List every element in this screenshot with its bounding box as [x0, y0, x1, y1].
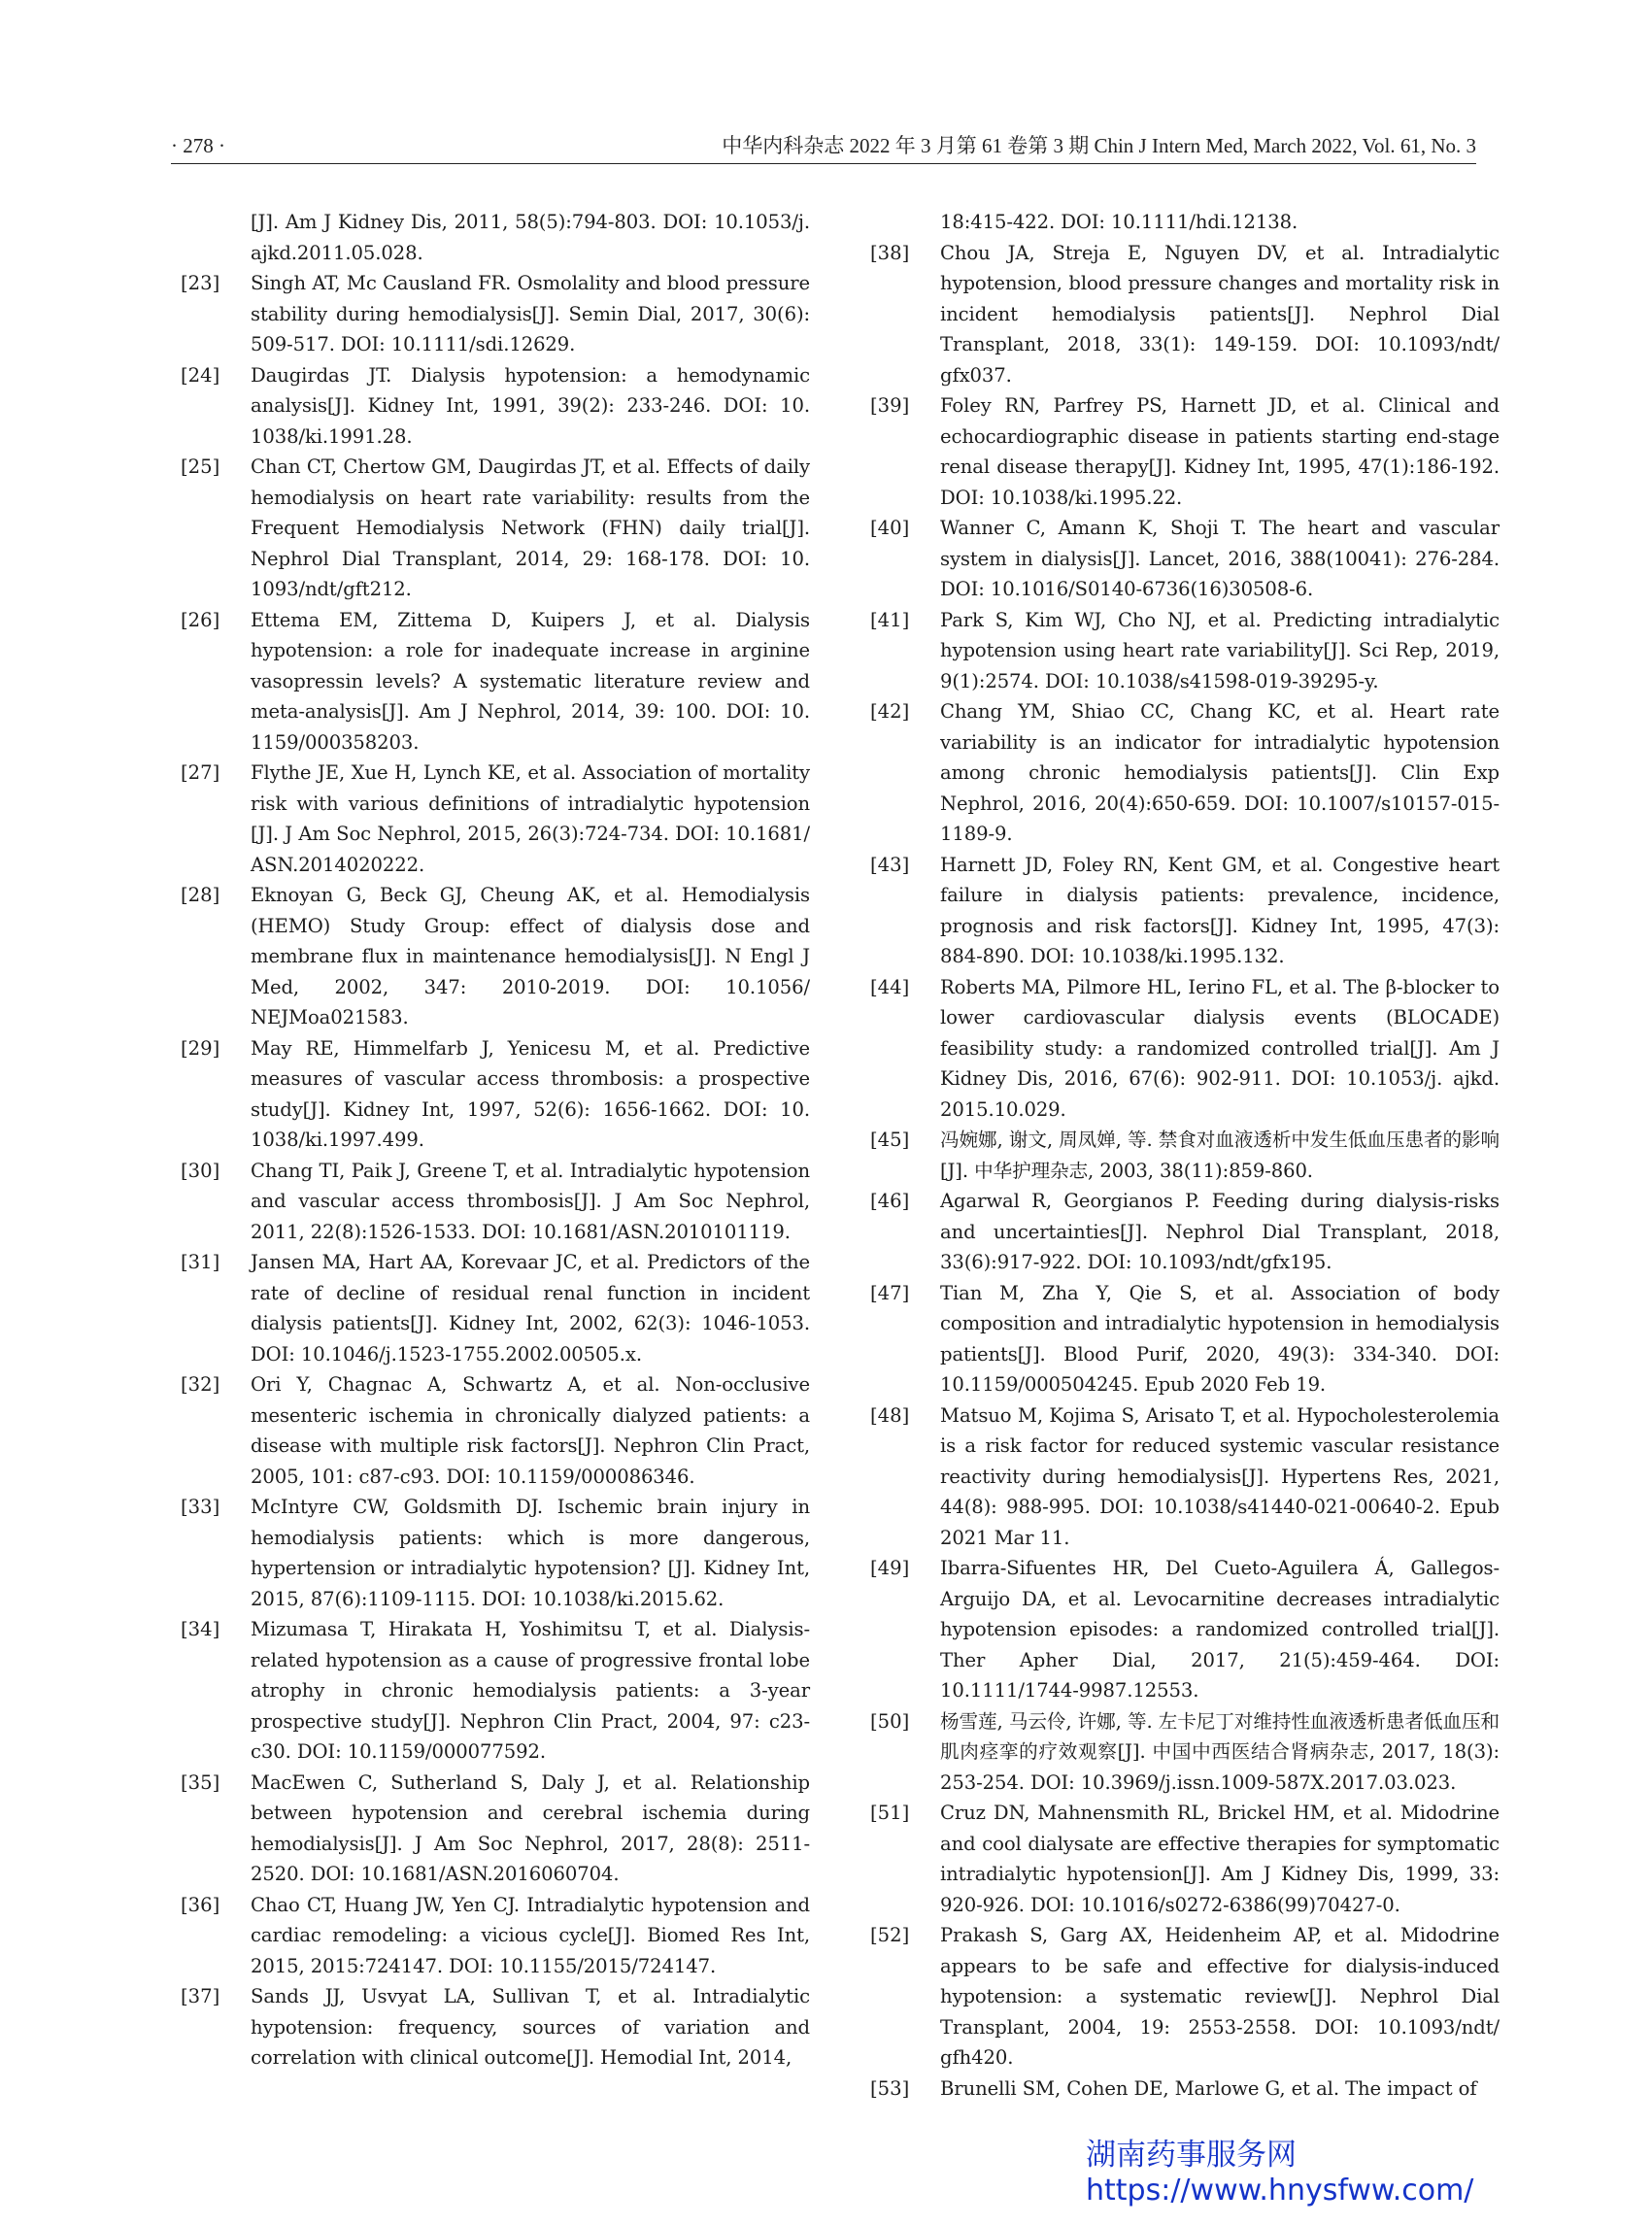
reference-entry — [870, 1706, 1500, 1799]
page-number: · 278 · — [171, 134, 225, 157]
reference-number: [47] — [870, 1281, 910, 1304]
reference-number: [25] — [181, 455, 220, 478]
reference-text: Ori Y, Chagnac A, Schwartz A, et al. Non-occlusive mesenteric ischemia in chronically dialyzed patients: a disease with multiple risk factors[J]. Nephron Clin Pract, 2005, 101: c87-c93. DOI: 10.1159/000086346. — [251, 1373, 810, 1488]
reference-number: [31] — [181, 1251, 220, 1273]
reference-text: Ibarra-Sifuentes HR, Del Cueto-Aguilera Á, Gallegos-Arguijo DA, et al. Levocarnitine decreases intradialytic hypotension episodes: a randomized controlled trial[J]. Ther Apher Dial, 2017, 21(5):459-464. DOI: 10.1111/1744-9987.12553. — [940, 1557, 1500, 1702]
reference-text: Harnett JD, Foley RN, Kent GM, et al. Congestive heart failure in dialysis patients: prevalence, incidence, prognosis and risk factors[J]. Kidney Int, 1995, 47(3): 884-890. DOI: 10.1038/ki.1995.132. — [940, 853, 1500, 967]
reference-entry — [181, 1369, 810, 1492]
reference-text: 杨雪莲, 马云伶, 许娜, 等. 左卡尼丁对维持性血液透析患者低血压和肌肉痉挛的疗效观察[J]. 中国中西医结合肾病杂志, 2017, 18(3): 253-254. DOI: 10.3969/j.issn.1009-587X.2017.03.023. — [940, 1709, 1500, 1794]
reference-column-right — [870, 207, 1500, 2104]
reference-text: McIntyre CW, Goldsmith DJ. Ischemic brain injury in hemodialysis patients: which is more dangerous, hypertension or intradialytic hypotension? [J]. Kidney Int, 2015, 87(6):1109-1115. DOI: 10.1038/ki.2015.62. — [251, 1496, 810, 1610]
reference-entry — [870, 238, 1500, 391]
reference-text: Flythe JE, Xue H, Lynch KE, et al. Association of mortality risk with various definitions of intradialytic hypotension [J]. J Am Soc Nephrol, 2015, 26(3):724-734. DOI: 10.1681/ ASN.2014020222. — [251, 761, 810, 876]
reference-number: [43] — [870, 853, 910, 876]
reference-text: Ettema EM, Zittema D, Kuipers J, et al. Dialysis hypotension: a role for inadequate increase in arginine vasopressin levels? A systematic literature review and meta-analysis[J]. Am J Nephrol, 2014, 39: 100. DOI: 10. 1159/000358203. — [251, 608, 810, 754]
reference-text: Chang TI, Paik J, Greene T, et al. Intradialytic hypotension and vascular access thrombosis[J]. J Am Soc Nephrol, 2011, 22(8):1526-1533. DOI: 10.1681/ASN.2010101119. — [251, 1159, 810, 1243]
reference-entry — [870, 1400, 1500, 1554]
reference-number: [36] — [181, 1893, 220, 1916]
reference-entry — [181, 880, 810, 1033]
reference-entry — [870, 1553, 1500, 1706]
reference-entry — [181, 1492, 810, 1614]
reference-text: Daugirdas JT. Dialysis hypotension: a hemodynamic analysis[J]. Kidney Int, 1991, 39(2): 233-246. DOI: 10. 1038/ki.1991.28. — [251, 363, 810, 448]
reference-text: Matsuo M, Kojima S, Arisato T, et al. Hypocholesterolemia is a risk factor for reduced systemic vascular resistance reactivity during hemodialysis[J]. Hypertens Res, 2021, 44(8): 988-995. DOI: 10.1038/s41440-021-00640-2. Epub 2021 Mar 11. — [940, 1403, 1500, 1549]
reference-number: [24] — [181, 363, 220, 387]
reference-text: Chan CT, Chertow GM, Daugirdas JT, et al. Effects of daily hemodialysis on heart rate variability: results from the Frequent Hemodialysis Network (FHN) daily trial[J]. Nephrol Dial Transplant, 2014, 29: 168-178. DOI: 10. 1093/ndt/gft212. — [251, 455, 810, 600]
reference-text: [J]. Am J Kidney Dis, 2011, 58(5):794-803. DOI: 10.1053/j. ajkd.2011.05.028. — [251, 211, 810, 264]
reference-text: Tian M, Zha Y, Qie S, et al. Association of body composition and intradialytic hypotension in hemodialysis patients[J]. Blood Purif, 2020, 49(3): 334-340. DOI: 10.1159/000504245. Epub 2020 Feb 19. — [940, 1281, 1500, 1396]
reference-number: [51] — [870, 1802, 910, 1824]
reference-number: [44] — [870, 975, 910, 998]
reference-text: Eknoyan G, Beck GJ, Cheung AK, et al. Hemodialysis (HEMO) Study Group: effect of dialysis dose and membrane flux in maintenance hemodialysis[J]. N Engl J Med, 2002, 347: 2010-2019. DOI: 10.1056/ NEJMoa021583. — [251, 884, 810, 1028]
reference-entry — [181, 1247, 810, 1369]
watermark-url[interactable]: https://www.hnysfww.com/ — [1086, 2174, 1474, 2208]
reference-number: [46] — [870, 1190, 910, 1212]
reference-entry — [870, 390, 1500, 513]
reference-text: Singh AT, Mc Causland FR. Osmolality and blood pressure stability during hemodialysis[J]. Semin Dial, 2017, 30(6): 509-517. DOI: 10.1111/sdi.12629. — [251, 272, 810, 355]
reference-text: Foley RN, Parfrey PS, Harnett JD, et al. Clinical and echocardiographic disease in patients starting end-stage renal disease therapy[J]. Kidney Int, 1995, 47(1):186-192. DOI: 10.1038/ki.1995.22. — [940, 394, 1500, 509]
reference-entry — [181, 268, 810, 360]
reference-entry — [870, 1278, 1500, 1400]
reference-number: [29] — [181, 1036, 220, 1060]
reference-text: Cruz DN, Mahnensmith RL, Brickel HM, et al. Midodrine and cool dialysate are effective therapies for symptomatic intradialytic hypotension[J]. Am J Kidney Dis, 1999, 33: 920-926. DOI: 10.1016/s0272-6386(99)70427-0. — [940, 1802, 1500, 1916]
reference-text: Chao CT, Huang JW, Yen CJ. Intradialytic hypotension and cardiac remodeling: a vicious cycle[J]. Biomed Res Int, 2015, 2015:724147. DOI: 10.1155/2015/724147. — [251, 1893, 810, 1977]
reference-number: [30] — [181, 1159, 220, 1182]
site-watermark — [1086, 2137, 1494, 2208]
reference-text: 冯婉娜, 谢文, 周凤婵, 等. 禁食对血液透析中发生低血压患者的影响[J]. 中华护理杂志, 2003, 38(11):859-860. — [940, 1129, 1500, 1182]
journal-citation-line: 中华内科杂志 2022 年 3 月第 61 卷第 3 期 Chin J Intern Med, March 2022, Vol. 61, No. 3 — [722, 134, 1476, 157]
reference-number: [32] — [181, 1373, 220, 1396]
reference-continuation — [870, 207, 1500, 238]
reference-text: MacEwen C, Sutherland S, Daly J, et al. Relationship between hypotension and cerebral ischemia during hemodialysis[J]. J Am Soc Nephrol, 2017, 28(8): 2511-2520. DOI: 10.1681/ASN.2016060704. — [251, 1770, 810, 1885]
reference-entry — [870, 1798, 1500, 1920]
reference-entry — [181, 1890, 810, 1982]
reference-column-left — [181, 207, 810, 2073]
reference-text: Wanner C, Amann K, Shoji T. The heart and vascular system in dialysis[J]. Lancet, 2016, 388(10041): 276-284. DOI: 10.1016/S0140-6736(16)30508-6. — [940, 517, 1500, 600]
reference-number: [45] — [870, 1129, 910, 1151]
reference-text: Chou JA, Streja E, Nguyen DV, et al. Intradialytic hypotension, blood pressure changes and mortality risk in incident hemodialysis patients[J]. Nephrol Dial Transplant, 2018, 33(1): 149-159. DOI: 10.1093/ndt/ gfx037. — [940, 241, 1500, 387]
reference-number: [35] — [181, 1770, 220, 1794]
reference-entry — [181, 452, 810, 605]
reference-number: [34] — [181, 1618, 220, 1640]
reference-text: Sands JJ, Usvyat LA, Sullivan T, et al. Intradialytic hypotension: frequency, sources of variation and correlation with clinical outcome[J]. Hemodial Int, 2014, — [251, 1985, 810, 2069]
reference-number: [33] — [181, 1496, 220, 1518]
running-header — [171, 134, 1476, 164]
reference-number: [28] — [181, 884, 220, 906]
reference-entry — [181, 1156, 810, 1248]
reference-entry — [181, 1033, 810, 1156]
reference-text: Prakash S, Garg AX, Heidenheim AP, et al. Midodrine appears to be safe and effective for dialysis-induced hypotension: a systematic review[J]. Nephrol Dial Transplant, 2004, 19: 2553-2558. DOI: 10.1093/ndt/ gfh420. — [940, 1924, 1500, 2069]
reference-entry — [181, 1981, 810, 2073]
reference-entry — [181, 1614, 810, 1768]
reference-number: [37] — [181, 1985, 220, 2007]
reference-entry — [181, 605, 810, 759]
reference-entry — [870, 605, 1500, 697]
reference-text: Chang YM, Shiao CC, Chang KC, et al. Heart rate variability is an indicator for intradialytic hypotension among chronic hemodialysis patients[J]. Clin Exp Nephrol, 2016, 20(4):650-659. DOI: 10.1007/s10157-015-1189-9. — [940, 700, 1500, 845]
reference-number: [39] — [870, 394, 910, 417]
reference-number: [53] — [870, 2076, 910, 2100]
reference-number: [26] — [181, 608, 220, 631]
reference-entry — [181, 758, 810, 880]
reference-continuation — [181, 207, 810, 268]
reference-number: [41] — [870, 608, 910, 631]
reference-entry — [181, 360, 810, 453]
reference-entry — [870, 696, 1500, 850]
reference-number: [48] — [870, 1403, 910, 1427]
reference-text: May RE, Himmelfarb J, Yenicesu M, et al. Predictive measures of vascular access thrombosis: a prospective study[J]. Kidney Int, 1997, 52(6): 1656-1662. DOI: 10. 1038/ki.1997.499. — [251, 1036, 810, 1151]
reference-number: [50] — [870, 1709, 910, 1733]
reference-number: [23] — [181, 272, 220, 294]
reference-entry — [870, 1125, 1500, 1186]
reference-number: [40] — [870, 517, 910, 539]
reference-text: Roberts MA, Pilmore HL, Ierino FL, et al. The β-blocker to lower cardiovascular dialysis events (BLOCADE) feasibility study: a randomized controlled trial[J]. Am J Kidney Dis, 2016, 67(6): 902-911. DOI: 10.1053/j. ajkd. 2015.10.029. — [940, 975, 1500, 1121]
reference-entry — [181, 1768, 810, 1890]
reference-text: Park S, Kim WJ, Cho NJ, et al. Predicting intradialytic hypotension using heart rate variability[J]. Sci Rep, 2019, 9(1):2574. DOI: 10.1038/s41598-019-39295-y. — [940, 608, 1500, 692]
watermark-site-name: 湖南药事服务网 — [1086, 2138, 1297, 2173]
reference-entry — [870, 2073, 1500, 2105]
reference-entry — [870, 1920, 1500, 2073]
reference-text: Mizumasa T, Hirakata H, Yoshimitsu T, et al. Dialysis-related hypotension as a cause of progressive frontal lobe atrophy in chronic hemodialysis patients: a 3-year prospective study[J]. Nephron Clin Pract, 2004, 97: c23-c30. DOI: 10.1159/000077592. — [251, 1618, 810, 1763]
reference-number: [49] — [870, 1557, 910, 1579]
reference-entry — [870, 850, 1500, 972]
reference-entry — [870, 513, 1500, 605]
reference-number: [52] — [870, 1924, 910, 1946]
reference-text: Brunelli SM, Cohen DE, Marlowe G, et al. The impact of — [940, 2076, 1477, 2100]
reference-text: Agarwal R, Georgianos P. Feeding during dialysis-risks and uncertainties[J]. Nephrol Dial Transplant, 2018, 33(6):917-922. DOI: 10.1093/ndt/gfx195. — [940, 1190, 1500, 1273]
reference-number: [42] — [870, 700, 910, 723]
reference-text: 18:415-422. DOI: 10.1111/hdi.12138. — [940, 211, 1298, 233]
reference-text: Jansen MA, Hart AA, Korevaar JC, et al. Predictors of the rate of decline of residual renal function in incident dialysis patients[J]. Kidney Int, 2002, 62(3): 1046-1053. DOI: 10.1046/j.1523-1755.2002.00505.x. — [251, 1251, 810, 1365]
reference-entry — [870, 1186, 1500, 1278]
reference-number: [38] — [870, 241, 910, 264]
reference-number: [27] — [181, 761, 220, 784]
reference-entry — [870, 972, 1500, 1126]
